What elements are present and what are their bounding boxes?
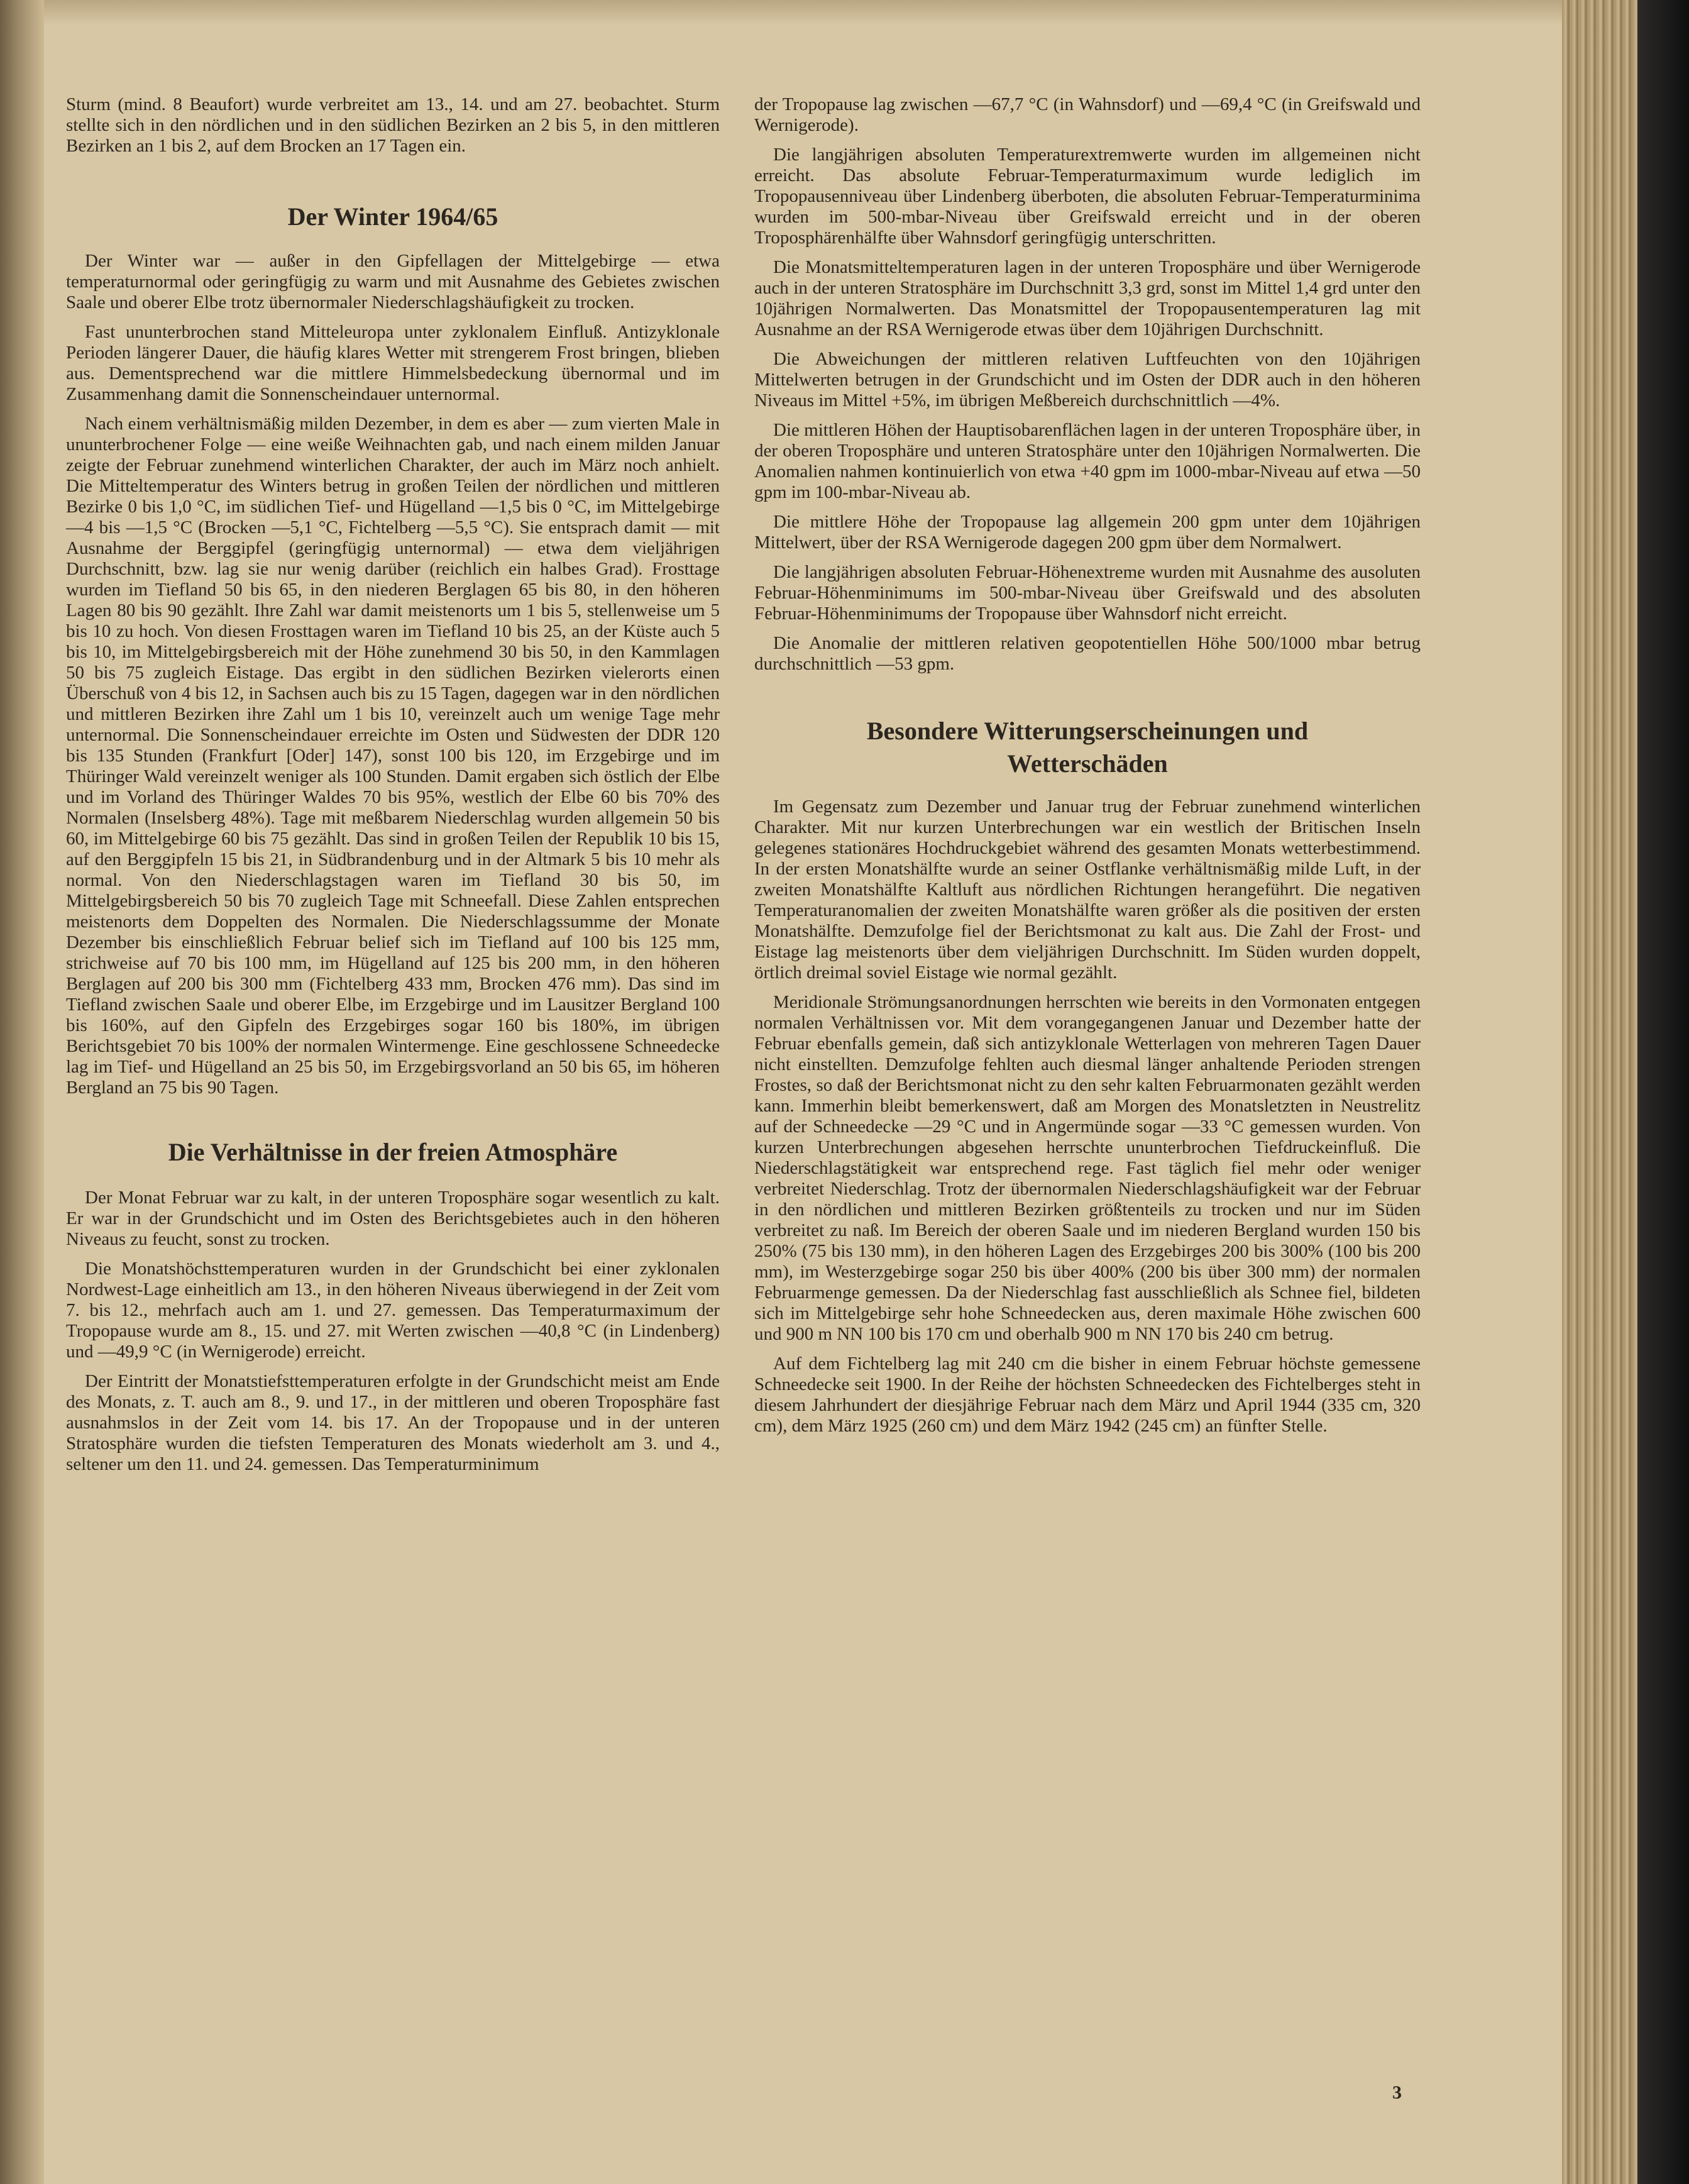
page-number: 3 [1392, 2082, 1402, 2103]
paragraph-mean-temperatures: Die Monatsmitteltemperaturen lagen in der unteren Troposphäre und über Wernigerode auch in der unteren Stratosphäre im Durchschnitt 3,3 grd, sonst im Mittel 1,4 grd unter den 10jährigen Normalwerten. Das Monatsmittel der Tropopausentemperaturen lag mit Ausnahme an der RSA Wernigerode etwas über dem 10jährigen Durchschnitt. [754, 257, 1421, 339]
paragraph-storm: Sturm (mind. 8 Beaufort) wurde verbreitet am 13., 14. und am 27. beobachtet. Sturm stellte sich in den nördlichen und in den südlichen Bezirken an 2 bis 5, in den mittleren Bezirken an 1 bis 2, auf dem Brocken an 17 Tagen ein. [66, 94, 720, 156]
paragraph-special-2: Meridionale Strömungsanordnungen herrschten wie bereits in den Vormonaten entgegen normalen Verhältnissen vor. Mit dem vorangegangenen Januar und Dezember hatte der Februar ebenfalls gemein, daß sich antizyklonale Wetterlagen von mehreren Tagen Dauer nicht einstellten. Demzufolge fehlten auch diesmal länger anhaltende Perioden strengen Frostes, so daß der Berichtsmonat nicht zu den sehr kalten Februarmonaten gezählt werden kann. Immerhin bleibt bemerkenswert, daß am Morgen des Monatsletzten in Neustrelitz auf der Schneedecke —29 °C und in Angermünde sogar —33 °C gemessen wurden. Von kurzen Unterbrechungen abgesehen herrschte ununterbrochen Tiefdruckeinfluß. Die Niederschlagstätigkeit war entsprechend rege. Fast täglich fiel mehr oder weniger verbreitet Niederschlag. Trotz der übernormalen Niederschlagshäufigkeit war der Februar in den nördlichen und mittleren Bezirken größtenteils zu trocken und nur im Süden verbreitet zu naß. Im Bereich der oberen Saale und im niederen Bergland wurden 150 bis 250% (75 bis 130 mm), in den höheren Lagen des Erzgebirges 200 bis 300% (100 bis 200 mm), im Westerzgebirge sogar 250 bis über 400% (200 bis über 300 mm) der normalen Februarmenge gemessen. Da der Niederschlag fast ausschließlich als Schnee fiel, bildeten sich im Mittelgebirge sehr hohe Schneedecken aus, deren maximale Höhe zwischen 600 und 900 m NN 100 bis 170 cm und oberhalb 900 m NN 170 bis 240 cm betrug. [754, 992, 1421, 1344]
paragraph-winter-2: Fast ununterbrochen stand Mitteleuropa unter zyklonalem Einfluß. Antizyklonale Perioden längerer Dauer, die häufig klares Wetter mit strengerem Frost bringen, blieben aus. Dementsprechend war die mittlere Himmelsbedeckung übernormal und im Zusammenhang damit die Sonnenscheindauer unternormal. [66, 322, 720, 404]
paragraph-humidity: Die Abweichungen der mittleren relativen Luftfeuchten von den 10jährigen Mittelwerten betrugen in der Grundschicht und im Osten der DDR auch in den höheren Niveaus im Mittel +5%, im übrigen Meßbereich durchschnittlich —4%. [754, 349, 1421, 411]
heading-atmosphere: Die Verhältnisse in der freien Atmosphäre [168, 1138, 618, 1166]
heading-winter: Der Winter 1964/65 [287, 202, 498, 231]
left-column [66, 94, 720, 1484]
page-top-edge [44, 0, 1562, 25]
paragraph-atmosphere-3: Der Eintritt der Monatstiefsttemperaturen erfolgte in der Grundschicht meist am Ende des Monats, z. T. auch am 8., 9. und 17., in der mittleren und oberen Troposphäre fast ausnahmslos in der Zeit vom 14. bis 17. An der Tropopause und in der unteren Stratosphäre wurden die tiefsten Temperaturen des Monats wiederholt am 3. und 4., seltener um den 11. und 24. gemessen. Das Temperaturminimum [66, 1371, 720, 1474]
paragraph-winter-1: Der Winter war — außer in den Gipfellagen der Mittelgebirge — etwa temperaturnormal oder geringfügig zu warm und mit Ausnahme des Gebietes zwischen Saale und oberer Elbe trotz übernormaler Niederschlagshäufigkeit zu trocken. [66, 251, 720, 312]
paragraph-extremes: Die langjährigen absoluten Temperaturextremwerte wurden im allgemeinen nicht erreicht. Das absolute Februar-Temperaturmaximum wurde lediglich im Tropopausenniveau über Lindenberg überboten, die absoluten Februar-Temperaturminima wurden im 500-mbar-Niveau über Greifswald erreicht und in der oberen Troposphärenhälfte über Wahnsdorf geringfügig unterschritten. [754, 145, 1421, 248]
gutter-left [0, 0, 44, 2184]
paragraph-height-extremes: Die langjährigen absoluten Februar-Höhenextreme wurden mit Ausnahme des ausoluten Februar-Höhenminimums im 500-mbar-Niveau über Greifswald und des absoluten Februar-Höhenminimums der Tropopause über Wahnsdorf nicht erreicht. [754, 562, 1421, 624]
paragraph-winter-3: Nach einem verhältnismäßig milden Dezember, in dem es aber — zum vierten Male in ununterbrochener Folge — eine weiße Weihnachten gab, und nach einem milden Januar zeigte der Februar zunehmend winterlichen Charakter, der auch im März noch anhielt. Die Mitteltemperatur des Winters betrug in großen Teilen der nördlichen und mittleren Bezirke 0 bis 1,0 °C, im südlichen Tief- und Hügelland —1,5 bis 0 °C, im Mittelgebirge —4 bis —1,5 °C (Brocken —5,1 °C, Fichtelberg —5,5 °C). Sie entsprach damit — mit Ausnahme der Berggipfel (geringfügig unternormal) — etwa dem vieljährigen Durchschnitt, bzw. lag sie nur wenig darüber (reichlich ein halbes Grad). Frosttage wurden im Tiefland 50 bis 65, in den niederen Berglagen 65 bis 80, in den höheren Lagen 80 bis 90 gezählt. Ihre Zahl war damit meistenorts um 1 bis 5, stellenweise um 5 bis 10 zu hoch. Von diesen Frosttagen waren im Tiefland 10 bis 25, an der Küste auch 5 bis 10, im Mittelgebirgsbereich mit der Höhe zunehmend 30 bis 50, in den Kammlagen 50 bis 75 zugleich Eistage. Das ergibt in den südlichen Bezirken vielerorts einen Überschuß von 4 bis 12, in Sachsen auch bis zu 15 Tagen, dagegen war in den nördlichen und mittleren Bezirken ihre Zahl um 1 bis 10, vereinzelt auch um wenige Tage mehr unternormal. Die Sonnenscheindauer erreichte im Osten und Südwesten der DDR 120 bis 135 Stunden (Frankfurt [Oder] 147), sonst 100 bis 120, im Erzgebirge und im Thüringer Wald vereinzelt weniger als 100 Stunden. Damit ergaben sich östlich der Elbe und im Vorland des Thüringer Waldes 70 bis 95%, westlich der Elbe 60 bis 70% des Normalen (Inselsberg 48%). Tage mit meßbarem Niederschlag wurden allgemein 50 bis 60, im Mittelgebirge 60 bis 75 gezählt. Das sind in großen Teilen der Republik 10 bis 15, auf den Berggipfeln 15 bis 21, in Südbrandenburg und in der Altmark 5 bis 10 mehr als normal. Von den Niederschlagstagen waren im Tiefland 30 bis 50, im Mittelgebirgsbereich 50 bis 70 zugleich Tage mit Schneefall. Diese Zahlen entsprechen meistenorts dem Doppelten des Normalen. Die Niederschlagssumme der Monate Dezember bis einschließlich Februar belief sich im Tiefland auf 100 bis 125 mm, strichweise auf 70 bis 100 mm, im Hügelland auf 125 bis 200 mm, in den höheren Berglagen auf 200 bis 300 mm (Fichtelberg 433 mm, Brocken 476 mm). Das sind im Tiefland zwischen Saale und oberer Elbe, im Erzgebirge und im Lausitzer Bergland 100 bis 160%, auf den Gipfeln des Erzgebirges sogar 160 bis 180%, im übrigen Berichtsgebiet 70 bis 100% der normalen Wintermenge. Eine geschlossene Schneedecke lag im Tief- und Hügelland an 25 bis 50, im Erzgebirgsvorland an 50 bis 65, im höheren Bergland an 75 bis 90 Tagen. [66, 414, 720, 1098]
heading-special-weather: Besondere Witterungserscheinungen und Wetterschäden [866, 717, 1309, 778]
book-spine [1637, 0, 1689, 2184]
paragraph-isobar-heights: Die mittleren Höhen der Hauptisobarenflächen lagen in der unteren Troposphäre über, in der oberen Troposphäre und unteren Stratosphäre unter den 10jährigen Normalwerten. Die Anomalien nahmen kontinuierlich von etwa +40 gpm im 1000-mbar-Niveau auf etwa —50 gpm im 100-mbar-Niveau ab. [754, 420, 1421, 502]
paragraph-atmosphere-1: Der Monat Februar war zu kalt, in der unteren Troposphäre sogar wesentlich zu kalt. Er war in der Grundschicht und im Osten des Berichtsgebietes auch in den höheren Niveaus zu feucht, sonst zu trocken. [66, 1188, 720, 1249]
paragraph-atmosphere-2: Die Monatshöchsttemperaturen wurden in der Grundschicht bei einer zyklonalen Nordwest-Lage einheitlich am 13., in den höheren Niveaus überwiegend in der Zeit vom 7. bis 12., mehrfach auch am 1. und 27. gemessen. Das Temperaturmaximum der Tropopause wurde am 8., 15. und 27. mit Werten zwischen —40,8 °C (in Lindenberg) und —49,9 °C (in Wernigerode) erreicht. [66, 1259, 720, 1362]
paragraph-continued: der Tropopause lag zwischen —67,7 °C (in Wahnsdorf) und —69,4 °C (in Greifswald und Wernigerode). [754, 94, 1421, 135]
paragraph-geopotential: Die Anomalie der mittleren relativen geopotentiellen Höhe 500/1000 mbar betrug durchschnittlich —53 gpm. [754, 633, 1421, 674]
right-column [754, 94, 1421, 1445]
paragraph-special-1: Im Gegensatz zum Dezember und Januar trug der Februar zunehmend winterlichen Charakter. Mit nur kurzen Unterbrechungen war ein westlich der Britischen Inseln gelegenes stationäres Hochdruckgebiet während des gesamten Monats wetterbestimmend. In der ersten Monatshälfte wurde an seiner Ostflanke verhältnismäßig milde Luft, in der zweiten Monatshälfte Kaltluft aus nördlichen Richtungen herangeführt. Die negativen Temperaturanomalien der zweiten Monatshälfte waren größer als die positiven der ersten Monatshälfte. Demzufolge fiel der Berichtsmonat zu kalt aus. Die Zahl der Frost- und Eistage lag meistenorts über dem vieljährigen Durchschnitt. Im Süden wurden doppelt, örtlich dreimal soviel Eistage wie normal gezählt. [754, 797, 1421, 983]
paragraph-special-3: Auf dem Fichtelberg lag mit 240 cm die bisher in einem Februar höchste gemessene Schneedecke seit 1900. In der Reihe der höchsten Schneedecken des Fichtelberges steht in diesem Jahrhundert der diesjährige Februar nach dem März und April 1944 (335 cm, 320 cm), dem März 1925 (260 cm) und dem März 1942 (245 cm) an fünfter Stelle. [754, 1354, 1421, 1436]
paragraph-tropopause-height: Die mittlere Höhe der Tropopause lag allgemein 200 gpm unter dem 10jährigen Mittelwert, über der RSA Wernigerode dagegen 200 gpm über dem Normalwert. [754, 512, 1421, 553]
